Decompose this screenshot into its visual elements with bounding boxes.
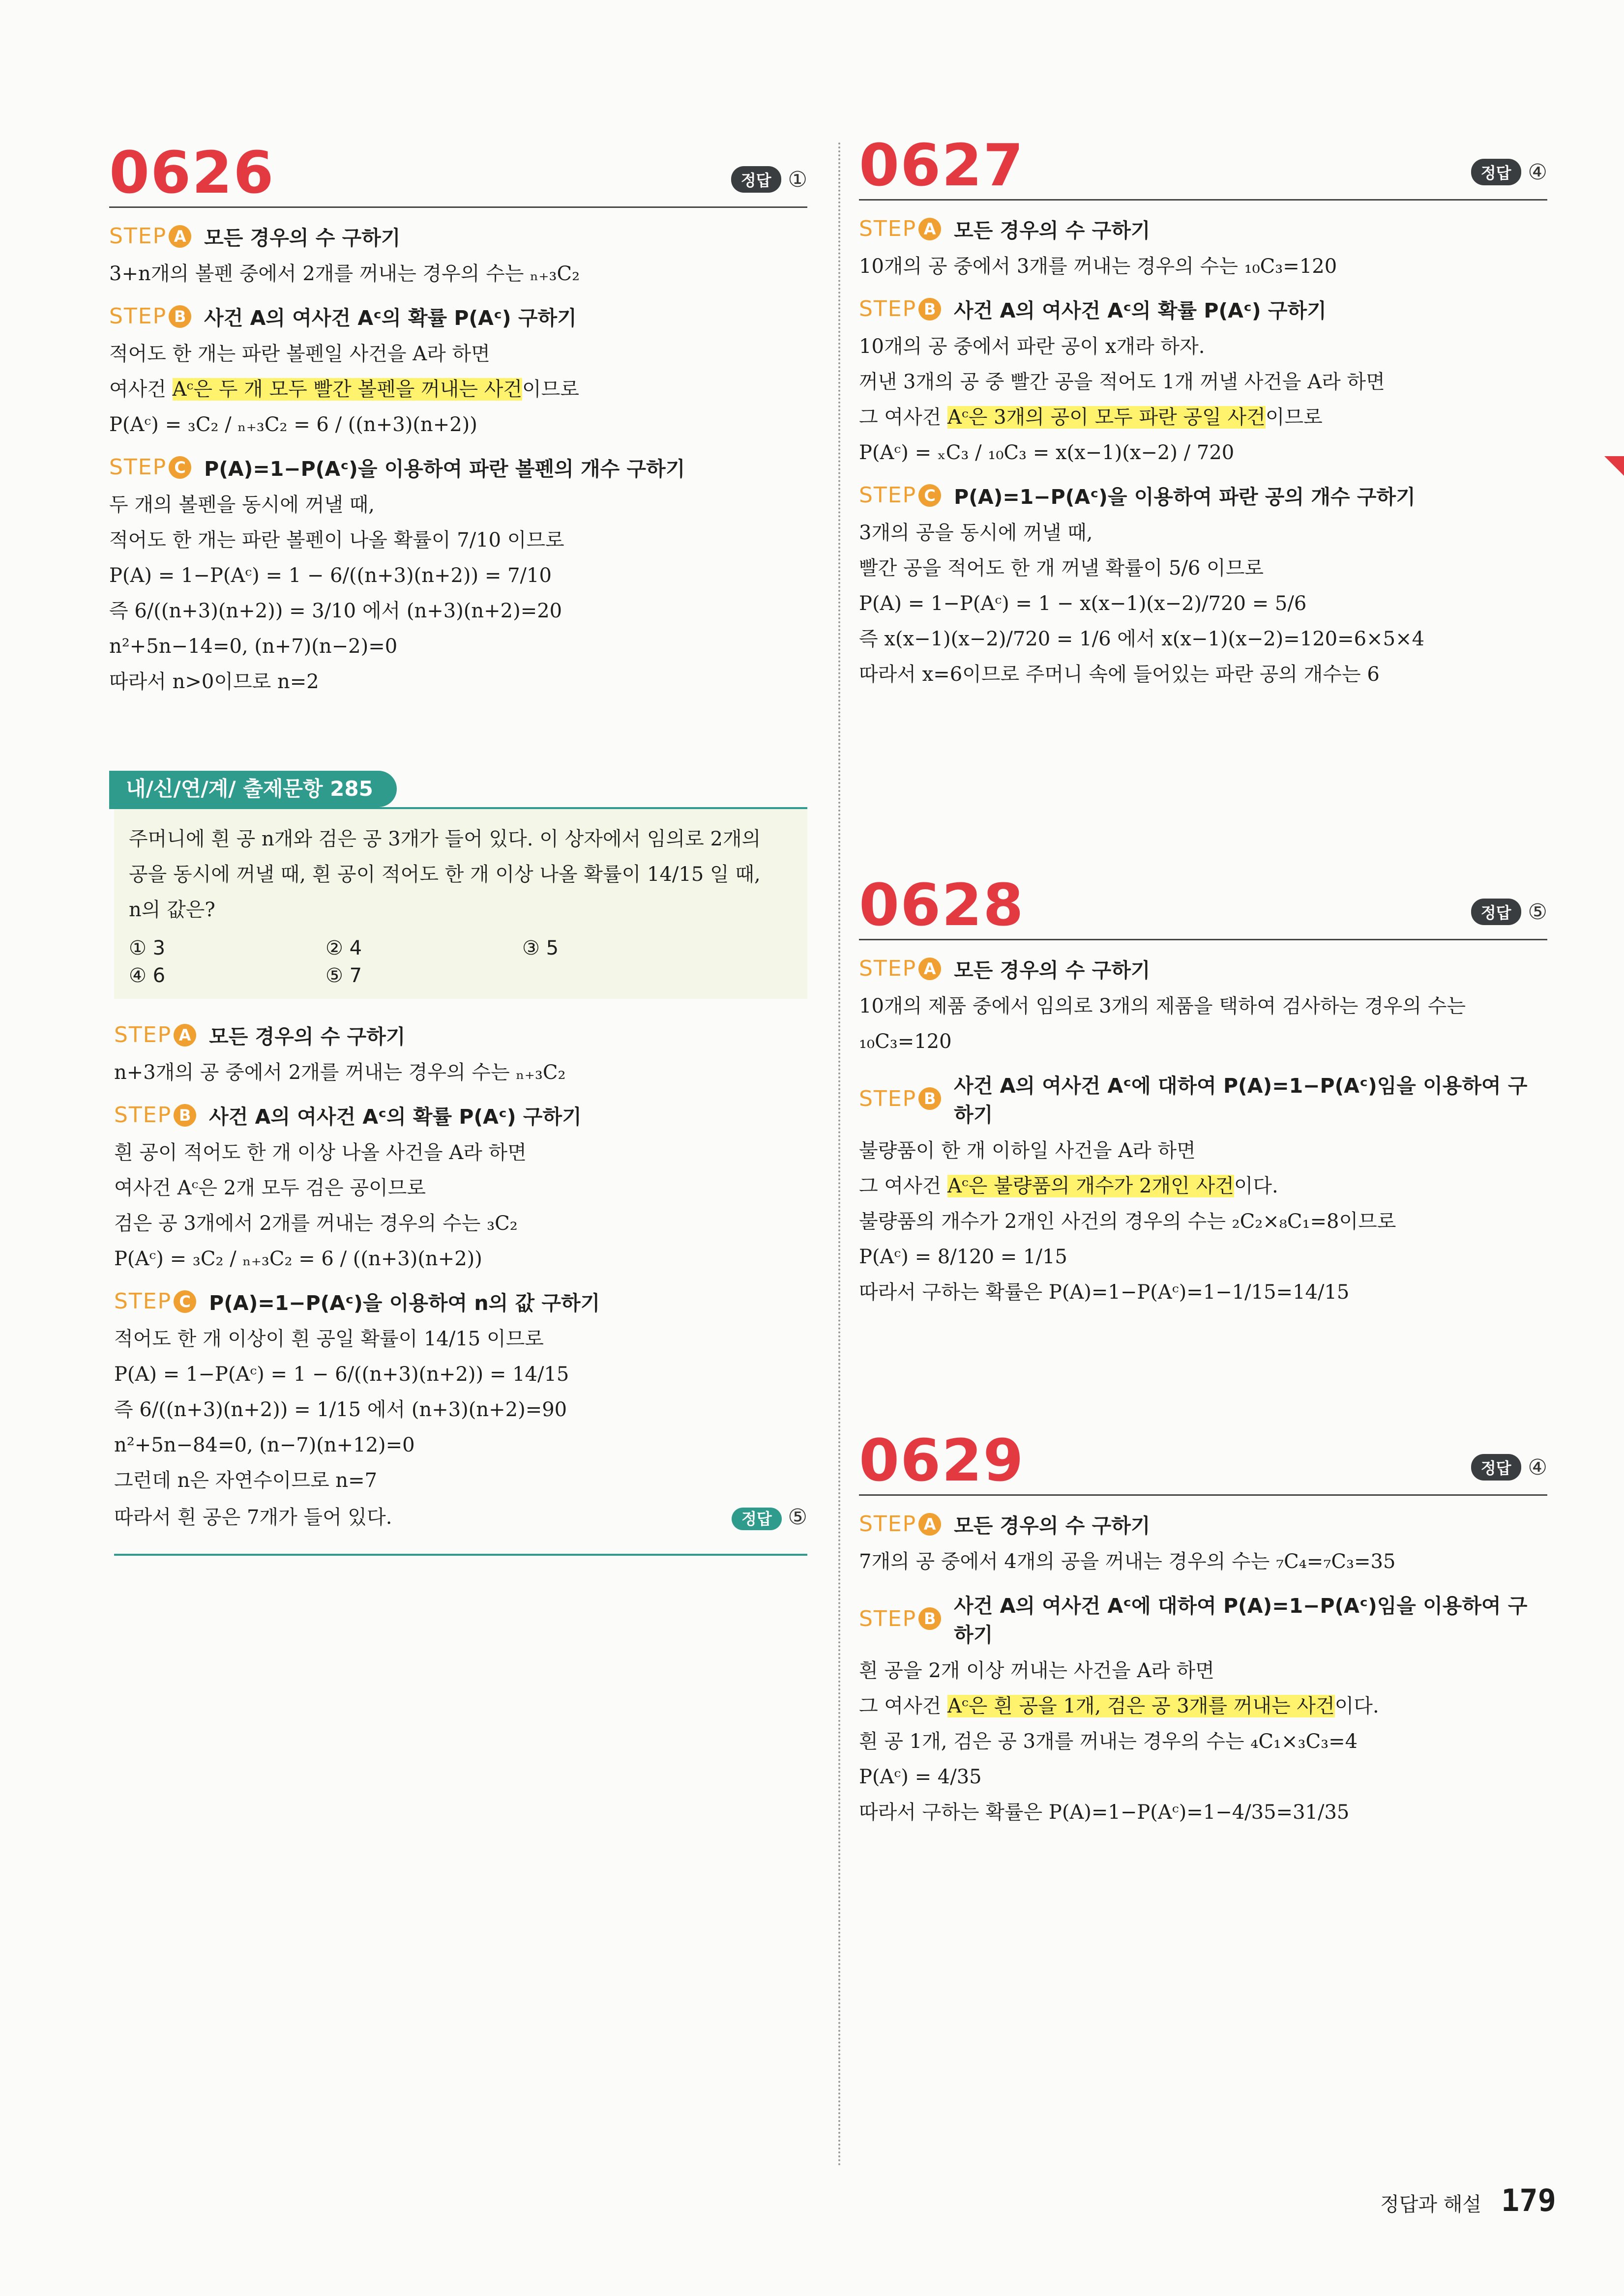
step-word: STEP: [859, 483, 917, 508]
formula-line: n²+5n−14=0, (n+7)(n−2)=0: [109, 635, 398, 658]
text-segment: 여사건: [109, 378, 173, 401]
problem-0626-header: [109, 133, 807, 206]
step-title: 모든 경우의 수 구하기: [954, 1514, 1151, 1538]
box-end-rule: [114, 1554, 807, 1556]
solution-line: ₁₀C₃=120: [859, 1030, 952, 1053]
text-segment: 이므로: [1265, 406, 1323, 429]
step-badge: C: [918, 484, 941, 507]
step-b-heading: [859, 1070, 1547, 1128]
step-a-heading: [859, 1510, 1547, 1539]
column-divider: [838, 143, 840, 2168]
problem-0629-header: [859, 1421, 1547, 1494]
answer-tag: [1471, 1454, 1547, 1481]
formula-line: P(A) = 1−P(Aᶜ) = 1 − 6/((n+3)(n+2)) = 7/10: [109, 564, 552, 587]
step-badge: B: [918, 298, 941, 320]
header-rule: [859, 939, 1547, 940]
step-title: 모든 경우의 수 구하기: [209, 1025, 406, 1048]
step-word: STEP: [859, 1086, 917, 1111]
left-column: [109, 133, 807, 1556]
page-edge-marker: [1604, 456, 1624, 476]
solution-line: 흰 공이 적어도 한 개 이상 나올 사건을 A라 하면: [114, 1141, 527, 1164]
formula-line: 즉 6/((n+3)(n+2)) = 1/15 에서 (n+3)(n+2)=90: [114, 1398, 567, 1421]
text-segment: 그 여사건: [859, 406, 947, 429]
step-title: 모든 경우의 수 구하기: [954, 219, 1151, 242]
answer-value: ④: [1528, 1454, 1547, 1480]
step-title: 사건 A의 여사건 Aᶜ의 확률 P(Aᶜ) 구하기: [204, 306, 577, 330]
step-word: STEP: [109, 224, 167, 249]
solution-line: 흰 공 1개, 검은 공 3개를 꺼내는 경우의 수는 ₄C₁×₃C₃=4: [859, 1730, 1358, 1753]
step-word: STEP: [859, 296, 917, 321]
related-problem-header: [109, 771, 807, 809]
box-rule: [109, 807, 807, 809]
solution-text: 따라서 흰 공은 7개가 들어 있다.: [114, 1506, 392, 1529]
problem-number: 0628: [859, 871, 1025, 939]
highlighted-text: Aᶜ은 두 개 모두 빨간 볼펜을 꺼내는 사건: [172, 378, 522, 401]
step-word: STEP: [109, 455, 167, 480]
related-problem-tab: 내/신/연/계/ 출제문항 285: [109, 771, 397, 807]
formula-line: n²+5n−84=0, (n−7)(n+12)=0: [114, 1434, 415, 1456]
solution-line: 따라서 구하는 확률은 P(A)=1−P(Aᶜ)=1−4/35=31/35: [859, 1801, 1350, 1824]
solution-line: 10개의 공 중에서 파란 공이 x개라 하자.: [859, 335, 1205, 358]
final-line: [114, 1501, 807, 1534]
problem-number: 0626: [109, 139, 275, 206]
solution-line: 검은 공 3개에서 2개를 꺼내는 경우의 수는 ₃C₂: [114, 1212, 518, 1235]
solution-line: 적어도 한 개는 파란 볼펜일 사건을 A라 하면: [109, 343, 490, 365]
formula-line: P(Aᶜ) = ₓC₃ / ₁₀C₃ = x(x−1)(x−2) / 720: [859, 441, 1235, 464]
step-title: 모든 경우의 수 구하기: [954, 959, 1151, 982]
step-title: 사건 A의 여사건 Aᶜ의 확률 P(Aᶜ) 구하기: [954, 299, 1327, 322]
solution-line: [859, 402, 1547, 433]
solution-line: 적어도 한 개 이상이 흰 공일 확률이 14/15 이므로: [114, 1328, 544, 1350]
highlighted-text: Aᶜ은 불량품의 개수가 2개인 사건: [947, 1175, 1234, 1197]
problem-0627-header: [859, 125, 1547, 199]
step-c-heading: [109, 453, 807, 482]
solution-line: 불량품이 한 개 이하일 사건을 A라 하면: [859, 1139, 1196, 1162]
step-word: STEP: [114, 1289, 172, 1314]
answer-label: 정답: [732, 1508, 782, 1530]
answer-value: ⑤: [1528, 899, 1547, 925]
choice-1: ① 3: [129, 937, 166, 959]
step-badge: B: [169, 305, 191, 328]
step-word: STEP: [859, 1511, 917, 1537]
problem-0628-header: [859, 865, 1547, 939]
step-badge: C: [169, 456, 191, 479]
step-b-heading: [859, 1590, 1547, 1648]
step-title: P(A)=1−P(Aᶜ)을 이용하여 파란 볼펜의 개수 구하기: [204, 457, 685, 481]
step-title: 사건 A의 여사건 Aᶜ의 확률 P(Aᶜ) 구하기: [209, 1105, 582, 1129]
step-title: P(A)=1−P(Aᶜ)을 이용하여 n의 값 구하기: [209, 1291, 600, 1315]
solution-line: 따라서 구하는 확률은 P(A)=1−P(Aᶜ)=1−1/15=14/15: [859, 1281, 1350, 1304]
solution-line: 여사건 Aᶜ은 2개 모두 검은 공이므로: [114, 1177, 426, 1199]
step-badge: A: [169, 225, 191, 248]
answer-value: ⑤: [788, 1505, 807, 1530]
step-word: STEP: [859, 1606, 917, 1631]
solution-line: [859, 1171, 1547, 1201]
step-badge: A: [918, 218, 941, 240]
step-badge: A: [918, 958, 941, 980]
header-rule: [859, 1494, 1547, 1496]
formula-line: P(Aᶜ) = ₃C₂ / ₙ₊₃C₂ = 6 / ((n+3)(n+2)): [109, 413, 477, 436]
choice-list: [129, 937, 793, 987]
solution-line: 7개의 공 중에서 4개의 공을 꺼내는 경우의 수는 ₇C₄=₇C₃=35: [859, 1550, 1396, 1573]
solution-line: 3개의 공을 동시에 꺼낼 때,: [859, 522, 1093, 544]
solution-line: [109, 374, 807, 405]
footer-label: 정답과 해설: [1380, 2193, 1482, 2216]
step-badge: A: [174, 1024, 196, 1046]
highlighted-text: Aᶜ은 흰 공을 1개, 검은 공 3개를 꺼내는 사건: [947, 1695, 1335, 1717]
choice-3: ③ 5: [522, 937, 559, 959]
choice-2: ② 4: [325, 937, 362, 959]
step-word: STEP: [859, 216, 917, 241]
step-word: STEP: [114, 1103, 172, 1128]
problem-number: 0629: [859, 1426, 1025, 1494]
step-title: 사건 A의 여사건 Aᶜ에 대하여 P(A)=1−P(Aᶜ)임을 이용하여 구하기: [954, 1074, 1528, 1127]
step-badge: B: [174, 1104, 196, 1127]
answer-value: ①: [788, 167, 807, 192]
problem-0629: [859, 1421, 1547, 1832]
text-segment: 이다.: [1234, 1175, 1278, 1197]
step-a-heading: [859, 954, 1547, 983]
answer-value: ④: [1528, 159, 1547, 185]
page-number: 179: [1501, 2182, 1556, 2218]
solution-line: 두 개의 볼펜을 동시에 꺼낼 때,: [109, 494, 375, 516]
question-line: n의 값은?: [129, 899, 215, 921]
solution-line: 꺼낸 3개의 공 중 빨간 공을 적어도 1개 꺼낼 사건을 A라 하면: [859, 371, 1385, 393]
step-b-heading: [114, 1101, 807, 1130]
answer-label: 정답: [731, 166, 781, 193]
step-b-heading: [109, 302, 807, 331]
choice-4: ④ 6: [129, 964, 166, 987]
formula-line: P(Aᶜ) = 4/35: [859, 1766, 982, 1788]
text-segment: 그 여사건: [859, 1175, 947, 1197]
step-c-heading: [859, 481, 1547, 510]
answer-label: 정답: [1471, 159, 1521, 185]
answer-label: 정답: [1471, 899, 1521, 925]
related-problem-body: [114, 809, 807, 999]
related-solution: [114, 1020, 807, 1556]
step-word: STEP: [109, 304, 167, 329]
choice-5: ⑤ 7: [325, 964, 362, 987]
formula-line: P(Aᶜ) = 8/120 = 1/15: [859, 1246, 1067, 1268]
solution-line: 적어도 한 개는 파란 볼펜이 나올 확률이 7/10 이므로: [109, 529, 564, 552]
header-rule: [109, 206, 807, 208]
step-title: P(A)=1−P(Aᶜ)을 이용하여 파란 공의 개수 구하기: [954, 485, 1416, 509]
formula-line: 즉 x(x−1)(x−2)/720 = 1/6 에서 x(x−1)(x−2)=120=6×5×4: [859, 628, 1425, 650]
step-b-heading: [859, 294, 1547, 323]
answer-tag: [1471, 899, 1547, 925]
solution-line: 10개의 공 중에서 3개를 꺼내는 경우의 수는 ₁₀C₃=120: [859, 255, 1337, 278]
page-footer: [1380, 2182, 1556, 2218]
step-title: 사건 A의 여사건 Aᶜ에 대하여 P(A)=1−P(Aᶜ)임을 이용하여 구하기: [954, 1594, 1528, 1647]
question-line: 주머니에 흰 공 n개와 검은 공 3개가 들어 있다. 이 상자에서 임의로 2개의: [129, 828, 761, 850]
answer-label: 정답: [1471, 1454, 1521, 1481]
formula-line: P(A) = 1−P(Aᶜ) = 1 − x(x−1)(x−2)/720 = 5/6: [859, 592, 1307, 615]
step-badge: C: [174, 1290, 196, 1313]
text-segment: 그 여사건: [859, 1695, 947, 1717]
step-word: STEP: [859, 956, 917, 981]
step-a-heading: [859, 214, 1547, 243]
text-segment: 이므로: [522, 378, 579, 401]
answer-tag: [731, 166, 807, 193]
formula-line: 즉 6/((n+3)(n+2)) = 3/10 에서 (n+3)(n+2)=20: [109, 600, 562, 622]
highlighted-text: Aᶜ은 3개의 공이 모두 파란 공일 사건: [947, 406, 1266, 429]
solution-line: 빨간 공을 적어도 한 개 꺼낼 확률이 5/6 이므로: [859, 557, 1264, 580]
step-title: 모든 경우의 수 구하기: [204, 226, 401, 250]
answer-tag: [1471, 159, 1547, 185]
step-a-heading: [114, 1020, 807, 1049]
solution-line: 흰 공을 2개 이상 꺼내는 사건을 A라 하면: [859, 1659, 1214, 1682]
formula-line: P(Aᶜ) = ₃C₂ / ₙ₊₃C₂ = 6 / ((n+3)(n+2)): [114, 1248, 482, 1270]
solution-line: 불량품의 개수가 2개인 사건의 경우의 수는 ₂C₂×₈C₁=8이므로: [859, 1210, 1396, 1233]
solution-line: n+3개의 공 중에서 2개를 꺼내는 경우의 수는 ₙ₊₃C₂: [114, 1061, 566, 1084]
formula-line: P(A) = 1−P(Aᶜ) = 1 − 6/((n+3)(n+2)) = 14/15: [114, 1363, 569, 1386]
step-badge: B: [918, 1607, 941, 1630]
solution-line: 따라서 x=6이므로 주머니 속에 들어있는 파란 공의 개수는 6: [859, 663, 1380, 686]
solution-line: 따라서 n>0이므로 n=2: [109, 670, 319, 693]
step-badge: A: [918, 1513, 941, 1536]
answer-tag: [732, 1501, 807, 1534]
question-line: 공을 동시에 꺼낼 때, 흰 공이 적어도 한 개 이상 나올 확률이 14/15 일 때,: [129, 863, 761, 886]
problem-number: 0627: [859, 131, 1025, 199]
step-badge: B: [918, 1087, 941, 1110]
step-a-heading: [109, 222, 807, 251]
header-rule: [859, 199, 1547, 201]
solution-line: [859, 1691, 1547, 1721]
problem-0627: [859, 125, 1547, 695]
step-c-heading: [114, 1287, 807, 1316]
text-segment: 이다.: [1334, 1695, 1379, 1717]
solution-line: 3+n개의 볼펜 중에서 2개를 꺼내는 경우의 수는 ₙ₊₃C₂: [109, 262, 580, 285]
solution-line: 10개의 제품 중에서 임의로 3개의 제품을 택하여 검사하는 경우의 수는: [859, 995, 1466, 1017]
problem-0628: [859, 865, 1547, 1312]
step-word: STEP: [114, 1022, 172, 1047]
solution-line: 그런데 n은 자연수이므로 n=7: [114, 1469, 378, 1492]
